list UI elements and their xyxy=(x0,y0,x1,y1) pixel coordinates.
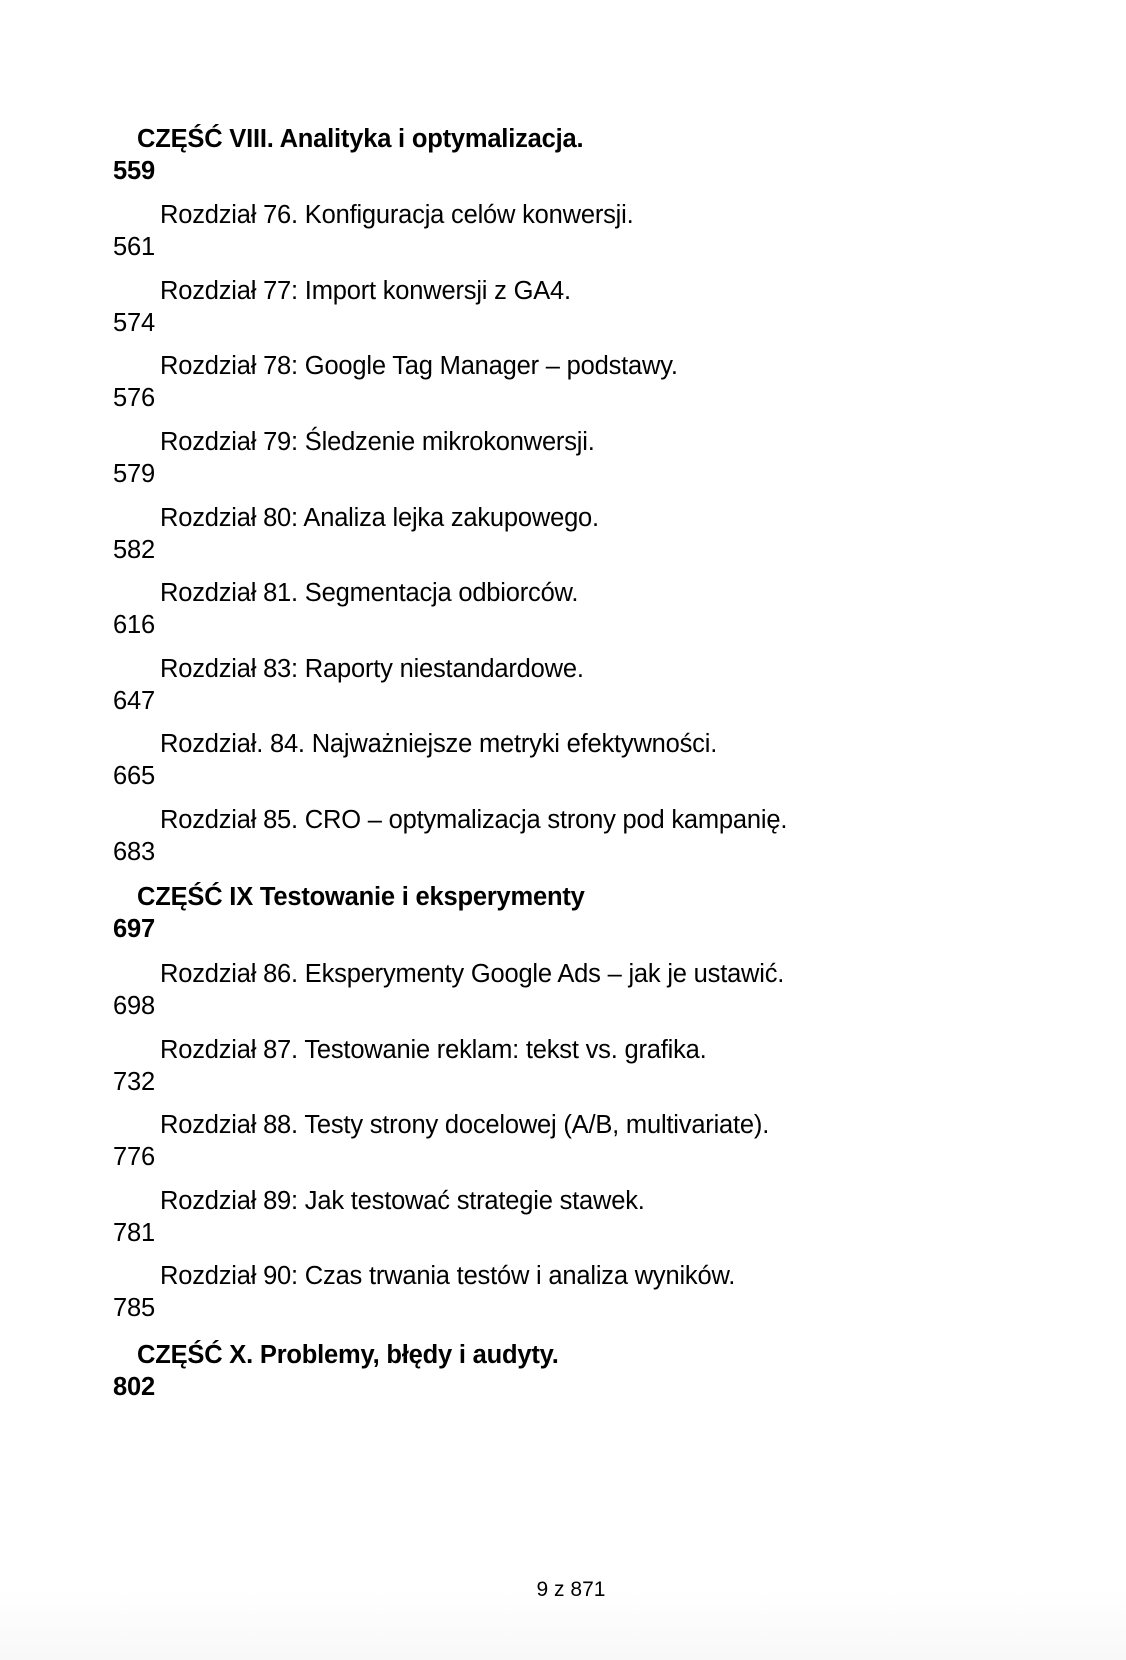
toc-entry-page: 781 xyxy=(113,1219,155,1247)
toc-entry-title: Rozdział 85. CRO – optymalizacja strony pod kampanię. xyxy=(160,806,788,834)
toc-entry-title: Rozdział 76. Konfiguracja celów konwersji. xyxy=(160,201,634,229)
toc-entry-page: 776 xyxy=(113,1143,155,1171)
toc-entry-page: 785 xyxy=(113,1294,155,1322)
toc-entry-page: 698 xyxy=(113,992,155,1020)
toc-entry-page: 616 xyxy=(113,611,155,639)
toc-entry-page: 802 xyxy=(113,1373,155,1401)
toc-entry-title: CZĘŚĆ X. Problemy, błędy i audyty. xyxy=(137,1341,559,1369)
toc-entry-title: CZĘŚĆ VIII. Analityka i optymalizacja. xyxy=(137,125,584,153)
toc-entry-page: 579 xyxy=(113,460,155,488)
toc-entry-page: 665 xyxy=(113,762,155,790)
page-indicator: 9 z 871 xyxy=(536,1578,606,1601)
toc-entry-page: 559 xyxy=(113,157,155,185)
toc-entry-title: Rozdział 80: Analiza lejka zakupowego. xyxy=(160,504,599,532)
toc-entry-page: 574 xyxy=(113,309,155,337)
toc-entry-page: 683 xyxy=(113,838,155,866)
toc-entry-title: Rozdział 77: Import konwersji z GA4. xyxy=(160,277,571,305)
toc-entry-title: Rozdział 86. Eksperymenty Google Ads – jak je ustawić. xyxy=(160,960,785,988)
toc-entry-title: Rozdział 90: Czas trwania testów i analiza wyników. xyxy=(160,1262,736,1290)
toc-entry-title: Rozdział. 84. Najważniejsze metryki efektywności. xyxy=(160,730,718,758)
toc-entry-page: 732 xyxy=(113,1068,155,1096)
toc-entry-title: Rozdział 87. Testowanie reklam: tekst vs. grafika. xyxy=(160,1036,707,1064)
toc-entry-page: 576 xyxy=(113,384,155,412)
toc-entry-title: Rozdział 81. Segmentacja odbiorców. xyxy=(160,579,579,607)
toc-entry-title: Rozdział 88. Testy strony docelowej (A/B, multivariate). xyxy=(160,1111,770,1139)
toc-entry-title: Rozdział 89: Jak testować strategie stawek. xyxy=(160,1187,645,1215)
toc-entry-title: Rozdział 83: Raporty niestandardowe. xyxy=(160,655,584,683)
toc-entry-page: 561 xyxy=(113,233,155,261)
toc-entry-title: Rozdział 78: Google Tag Manager – podstawy. xyxy=(160,352,678,380)
toc-entry-page: 582 xyxy=(113,536,155,564)
toc-entry-page: 647 xyxy=(113,687,155,715)
toc-entry-title: Rozdział 79: Śledzenie mikrokonwersji. xyxy=(160,428,595,456)
toc-entry-page: 697 xyxy=(113,915,155,943)
toc-entry-title: CZĘŚĆ IX Testowanie i eksperymenty xyxy=(137,883,585,911)
